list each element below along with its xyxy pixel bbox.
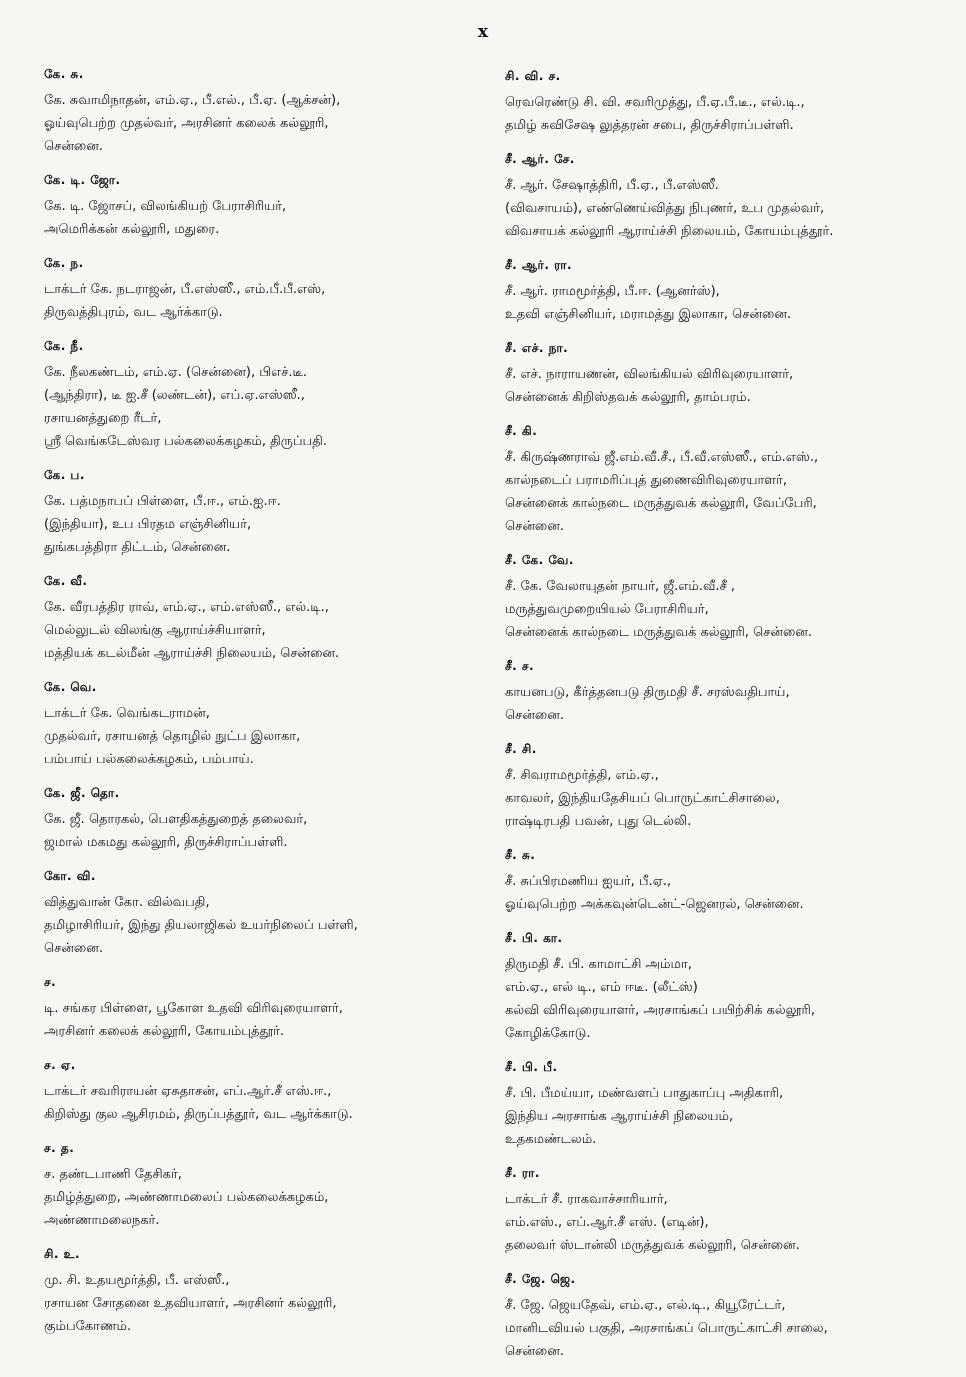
- page-number: x: [477, 22, 489, 42]
- contributor-abbreviation: கே. வீ.: [44, 574, 88, 588]
- contributor-abbreviation: சீ. கே. வே.: [505, 553, 574, 567]
- contributor-detail-line: பம்பாய் பல்கலைக்கழகம், பம்பாய்.: [44, 752, 254, 767]
- contributor-entry: [44, 255, 484, 324]
- contributor-entry: [505, 257, 935, 326]
- contributor-detail-line: தமிழ்த்துறை, அண்ணாமலைப் பல்கலைக்கழகம்,: [44, 1190, 329, 1205]
- contributor-abbreviation: சீ. பி. பீ.: [505, 1060, 558, 1074]
- contributor-abbreviation: ச.: [44, 975, 57, 989]
- contributor-abbreviation: சீ. ஆர். ரா.: [505, 258, 573, 272]
- contributor-detail-line: காவலர், இந்தியதேசியப் பொருட்காட்சிசாலை,: [505, 791, 780, 806]
- contributor-entry: [505, 1271, 935, 1363]
- contributor-abbreviation: கே. நீ.: [44, 339, 84, 353]
- contributor-abbreviation: கே. ஜீ. தொ.: [44, 786, 120, 800]
- contributor-detail-line: சீ. கே. வேலாயுதன் நாயர், ஜீ.எம்.வீ.சீ ,: [505, 579, 735, 594]
- contributor-abbreviation: சீ. எச். நா.: [505, 341, 569, 355]
- contributor-detail-line: டி. சங்கர பிள்ளை, பூகோள உதவி விரிவுரையாளர்,: [44, 1001, 343, 1016]
- contributor-abbreviation: சீ. ஜே. ஜெ.: [505, 1272, 576, 1286]
- contributor-detail-line: கே. நீலகண்டம், எம்.ஏ. (சென்னை), பிஎச்.டீ.: [44, 365, 308, 380]
- contributor-detail-line: ஸ்ரீ வெங்கடேஸ்வர பல்கலைக்கழகம், திருப்பதி.: [44, 434, 327, 449]
- contributor-abbreviation: கே. ந.: [44, 256, 84, 270]
- contributor-entry: [505, 1165, 935, 1257]
- contributor-detail-line: சீ. ஆர். சேஷாத்திரி, பீ.ஏ., பீ.எஸ்ஸீ.: [505, 178, 719, 193]
- contributor-detail-line: சென்னைக் கிறிஸ்தவக் கல்லூரி, தாம்பரம்.: [505, 390, 751, 405]
- contributor-detail-line: டாக்டர் சீ. ராகவாச்சாரியார்,: [505, 1192, 668, 1207]
- contributor-detail-line: உதகமண்டலம்.: [505, 1132, 597, 1147]
- contributor-detail-line: தமிழாசிரியர், இந்து தியலாஜிகல் உயர்நிலைப் பள்ளி,: [44, 918, 358, 933]
- contributor-detail-line: (இந்தியா), உப பிரதம எஞ்சினியர்,: [44, 517, 252, 532]
- contributor-entry: [505, 847, 935, 916]
- contributor-entry: [44, 66, 484, 158]
- contributor-entry: [505, 1059, 935, 1151]
- contributor-abbreviation: சீ. ஆர். சே.: [505, 152, 575, 166]
- contributor-detail-line: உதவி எஞ்சினியர், மராமத்து இலாகா, சென்னை.: [505, 307, 792, 322]
- contributor-detail-line: திருமதி சீ. பி. காமாட்சி அம்மா,: [505, 957, 692, 972]
- contributor-detail-line: கே. சுவாமிநாதன், எம்.ஏ., பீ.எல்., பீ.ஏ. (ஆக்சன்),: [44, 93, 341, 108]
- contributor-detail-line: அண்ணாமலைநகர்.: [44, 1213, 160, 1228]
- contributor-abbreviation: கே. ப.: [44, 468, 85, 482]
- contributor-detail-line: திருவத்திபுரம், வட ஆர்க்காடு.: [44, 305, 223, 320]
- contributor-detail-line: ஓய்வுபெற்ற அக்கவுன்டென்ட்-ஜெனரல், சென்னை.: [505, 897, 804, 912]
- contributor-abbreviation: சீ. கி.: [505, 424, 538, 438]
- contributor-detail-line: மருத்துவமுறையியல் பேராசிரியர்,: [505, 602, 709, 617]
- contributor-detail-line: ரசாயன சோதனை உதவியாளர், அரசினர் கல்லூரி,: [44, 1296, 337, 1311]
- contributor-detail-line: (விவசாயம்), எண்ணெய்வித்து நிபுணர், உப முதல்வர்,: [505, 201, 825, 216]
- contributor-entry: [505, 658, 935, 727]
- contributor-detail-line: கால்நடைப் பராமரிப்புத் துணைவிரிவுரையாளர்,: [505, 473, 787, 488]
- contributor-detail-line: சென்னை.: [44, 941, 103, 956]
- contributor-detail-line: மானிடவியல் பகுதி, அரசாங்கப் பொருட்காட்சி சாலை,: [505, 1321, 828, 1336]
- contributor-detail-line: ஜமால் மகமது கல்லூரி, திருச்சிராப்பள்ளி.: [44, 835, 288, 850]
- contributor-entry: [44, 785, 484, 854]
- contributor-detail-line: ராஷ்டிரபதி பவன், புது டெல்லி.: [505, 814, 692, 829]
- contributor-detail-line: மு. சி. உதயமூர்த்தி, பீ. எஸ்ஸீ.,: [44, 1273, 230, 1288]
- contributor-detail-line: சென்னைக் கால்நடை மருத்துவக் கல்லூரி, சென்னை.: [505, 625, 813, 640]
- contributor-detail-line: கும்பகோணம்.: [44, 1319, 132, 1334]
- contributor-abbreviation: ச. த.: [44, 1141, 75, 1155]
- contributor-entry: [44, 172, 484, 241]
- contributor-detail-line: காயனபடு, கீர்த்தனபடு திருமதி சீ. சரஸ்வதிபாய்,: [505, 685, 790, 700]
- contributor-detail-line: சீ. சுப்பிரமணிய ஐயர், பீ.ஏ.,: [505, 874, 672, 889]
- contributor-abbreviation: சி. உ.: [44, 1247, 81, 1261]
- contributor-detail-line: டாக்டர் சவரிராயன் ஏசுதாசன், எப்.ஆர்.சீ எஸ்.ஈ.,: [44, 1084, 332, 1099]
- contributor-detail-line: சீ. பி. பீமய்யா, மண்வளப் பாதுகாப்பு அதிகாரி,: [505, 1086, 784, 1101]
- contributor-detail-line: சீ. ஜே. ஜெயதேவ், எம்.ஏ., எல்.டி., கியூரேட்டர்,: [505, 1298, 786, 1313]
- contributor-detail-line: (ஆந்திரா), டீ ஐ.சீ (லண்டன்), எப்.ஏ.எஸ்ஸீ.,: [44, 388, 305, 403]
- contributor-detail-line: சீ. கிருஷ்ணராவ் ஜீ.எம்.வீ.சீ., பீ.வீ.எஸ்ஸீ., எம்.எஸ்.,: [505, 450, 819, 465]
- contributor-detail-line: கல்வி விரிவுரையாளர், அரசாங்கப் பயிற்சிக் கல்லூரி,: [505, 1003, 816, 1018]
- contributor-abbreviation: சீ. ரா.: [505, 1166, 540, 1180]
- contributor-detail-line: ரசாயனத்துறை ரீடர்,: [44, 411, 162, 426]
- contributor-detail-line: ஓய்வுபெற்ற முதல்வர், அரசினர் கலைக் கல்லூரி,: [44, 116, 329, 131]
- contributor-entry: [505, 68, 935, 137]
- contributor-detail-line: இந்திய அரசாங்க ஆராய்ச்சி நிலையம்,: [505, 1109, 734, 1124]
- left-column: [44, 66, 484, 1352]
- contributor-detail-line: கே. ஜீ. தொரகல், பௌதிகத்துறைத் தலைவர்,: [44, 812, 308, 827]
- contributor-abbreviation: கே. டி. ஜோ.: [44, 173, 121, 187]
- contributor-entry: [505, 423, 935, 538]
- contributor-detail-line: சீ. சிவராமமூர்த்தி, எம்.ஏ.,: [505, 768, 659, 783]
- contributor-abbreviation: கே. வெ.: [44, 680, 97, 694]
- contributor-detail-line: சென்னை.: [505, 1344, 564, 1359]
- contributor-detail-line: கே. பத்மநாபப் பிள்ளை, பீ.ஈ., எம்.ஐ.ஈ.: [44, 494, 281, 509]
- contributor-abbreviation: சி. வி. ச.: [505, 69, 561, 83]
- contributor-detail-line: கே. வீரபத்திர ராவ், எம்.ஏ., எம்.எஸ்ஸீ., எல்.டி.,: [44, 600, 329, 615]
- contributor-abbreviation: சீ. ச.: [505, 659, 535, 673]
- contributor-entry: [44, 467, 484, 559]
- contributor-entry: [44, 338, 484, 453]
- contributor-detail-line: சீ. எச். நாராயணன், விலங்கியல் விரிவுரையாளர்,: [505, 367, 794, 382]
- contributor-entry: [44, 573, 484, 665]
- contributor-detail-line: ச. தண்டபாணி தேசிகர்,: [44, 1167, 182, 1182]
- contributor-detail-line: சென்னை.: [505, 708, 564, 723]
- contributor-abbreviation: சீ. சி.: [505, 742, 537, 756]
- contributor-abbreviation: ச. ஏ.: [44, 1058, 76, 1072]
- contributor-entry: [44, 1246, 484, 1338]
- contributor-detail-line: டாக்டர் கே. நடராஜன், பீ.எஸ்ஸீ., எம்.பீ.பீ.எஸ்,: [44, 282, 326, 297]
- contributor-abbreviation: சீ. பி. கா.: [505, 931, 563, 945]
- contributor-detail-line: சென்னைக் கால்நடை மருத்துவக் கல்லூரி, வேப்பேரி,: [505, 496, 817, 511]
- contributor-entry: [44, 974, 484, 1043]
- contributor-detail-line: டாக்டர் கே. வெங்கடராமன்,: [44, 706, 210, 721]
- right-column: [505, 68, 935, 1377]
- contributor-detail-line: கே. டி. ஜோசப், விலங்கியற் பேராசிரியர்,: [44, 199, 287, 214]
- contributor-detail-line: சென்னை.: [505, 519, 564, 534]
- contributor-detail-line: மத்தியக் கடல்மீன் ஆராய்ச்சி நிலையம், சென்னை.: [44, 646, 340, 661]
- contributor-detail-line: அமெரிக்கன் கல்லூரி, மதுரை.: [44, 222, 220, 237]
- contributor-entry: [44, 1057, 484, 1126]
- contributor-detail-line: அரசினர் கலைக் கல்லூரி, கோயம்புத்தூர்.: [44, 1024, 285, 1039]
- contributor-detail-line: தமிழ் சுவிசேஷ லுத்தரன் சபை, திருச்சிராப்பள்ளி.: [505, 118, 794, 133]
- contributor-detail-line: முதல்வர், ரசாயனத் தொழில் நுட்ப இலாகா,: [44, 729, 301, 744]
- contributor-detail-line: எம்.எஸ்., எப்.ஆர்.சீ எஸ். (எடின்),: [505, 1215, 709, 1230]
- contributor-entry: [505, 151, 935, 243]
- contributor-detail-line: வித்துவான் கோ. வில்வபதி,: [44, 895, 210, 910]
- contributor-entry: [44, 1140, 484, 1232]
- contributor-entry: [505, 930, 935, 1045]
- contributor-detail-line: விவசாயக் கல்லூரி ஆராய்ச்சி நிலையம், கோயம்புத்தூர்.: [505, 224, 834, 239]
- contributor-detail-line: கிறிஸ்து குல ஆசிரமம், திருப்பத்தூர், வட ஆர்க்காடு.: [44, 1107, 353, 1122]
- contributor-detail-line: ரெவரெண்டு சி. வி. சவரிமுத்து, பீ.ஏ.பீ.டீ., எல்.டி.,: [505, 95, 805, 110]
- contributor-detail-line: துங்கபத்திரா திட்டம், சென்னை.: [44, 540, 231, 555]
- contributor-detail-line: சீ. ஆர். ராமமூர்த்தி, பீ.ஈ. (ஆனர்ஸ்),: [505, 284, 720, 299]
- contributor-abbreviation: சீ. சு.: [505, 848, 536, 862]
- contributor-entry: [44, 868, 484, 960]
- contributor-abbreviation: கோ. வி.: [44, 869, 96, 883]
- contributor-entry: [505, 340, 935, 409]
- contributor-abbreviation: கே. சு.: [44, 67, 84, 81]
- contributor-detail-line: கோழிக்கோடு.: [505, 1026, 591, 1041]
- contributor-entry: [505, 741, 935, 833]
- contributor-detail-line: மெல்லுடல் விலங்கு ஆராய்ச்சியாளர்,: [44, 623, 266, 638]
- contributor-detail-line: தலைவர் ஸ்டான்லி மருத்துவக் கல்லூரி, சென்னை.: [505, 1238, 800, 1253]
- contributor-entry: [44, 679, 484, 771]
- contributor-detail-line: சென்னை.: [44, 139, 103, 154]
- contributor-detail-line: எம்.ஏ., எல் டி., எம் ஈடீ. (லீட்ஸ்): [505, 980, 698, 995]
- contributor-entry: [505, 552, 935, 644]
